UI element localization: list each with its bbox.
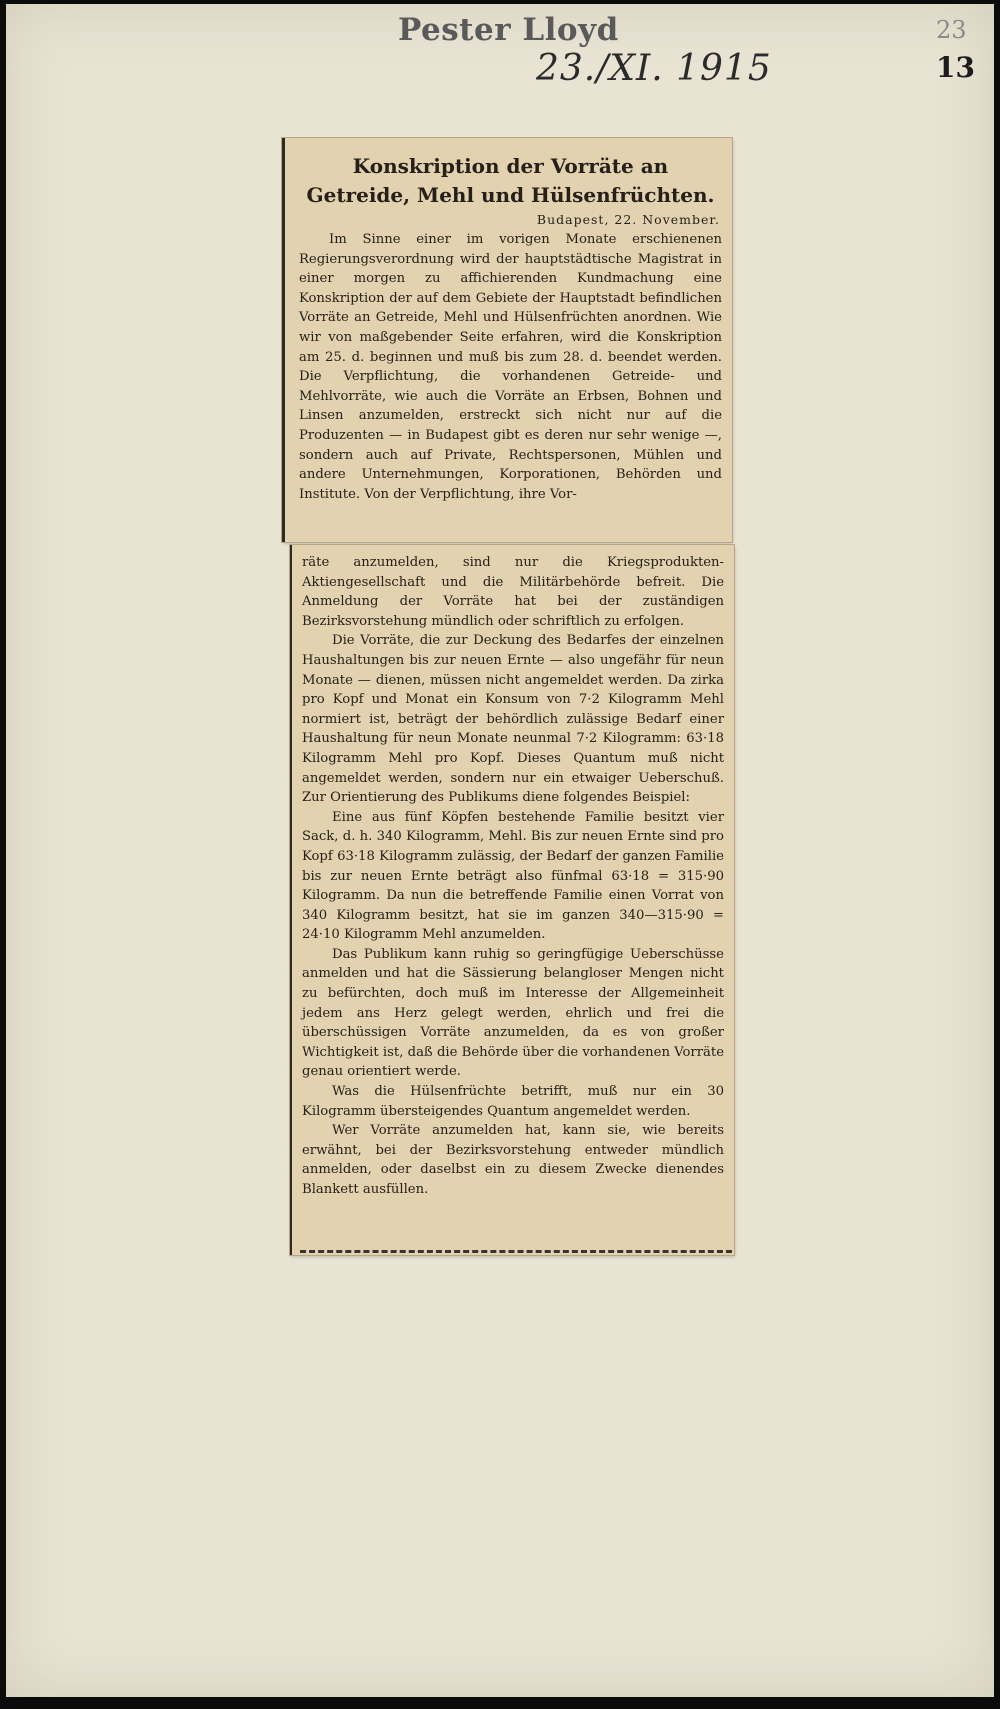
article-paragraph: Die Vorräte, die zur Deckung des Bedarfes der einzelnen Haushaltungen bis zur neuen Ernte — also ungefähr für neun Monate — dienen, müssen nicht angemeldet werden. Da zirka pro Kopf und Monat ein Konsum von 7·2 Kilogramm Mehl normiert ist, beträgt der behördlich zulässige Bedarf einer Haushaltung für neun Monate neunmal 7·2 Kilogramm: 63·18 Kilogramm Mehl pro Kopf. Dieses Quantum muß nicht angemeldet werden, sondern nur ein etwaiger Ueberschuß. Zur Orientierung des Publikums diene folgendes Beispiel: xyxy=(302,633,724,806)
article-paragraph: Wer Vorräte anzumelden hat, kann sie, wie bereits erwähnt, bei der Bezirksvorstehung entweder mündlich anmelden, oder daselbst ein zu diesem Zwecke dienendes Blankett ausfüllen. xyxy=(302,1123,724,1197)
clipping-bottom-rule xyxy=(300,1250,732,1253)
article-body-part-2 xyxy=(302,553,724,1200)
newspaper-clipping-part-1 xyxy=(282,138,732,542)
article-paragraph: Im Sinne einer im vorigen Monate erschienenen Regierungsverordnung wird der hauptstädtische Magistrat in einer morgen zu affichierenden Kundmachung eine Konskription der auf dem Gebiete der Hauptstadt befindlichen Vorräte an Getreide, Mehl und Hülsenfrüchten anordnen. Wie wir von maßgebender Seite erfahren, wird die Konskription am 25. d. beginnen und muß bis zum 28. d. beendet werden. Die Verpflichtung, die vorhandenen Getreide- und Mehlvorräte, wie auch die Vorräte an Erbsen, Bohnen und Linsen anzumelden, erstreckt sich nicht nur auf die Produzenten — in Budapest gibt es deren nur sehr wenige —, sondern auch auf Private, Rechtspersonen, Mühlen und andere Unternehmungen, Korporationen, Behörden und Institute. Von der Verpflichtung, ihre Vor- xyxy=(299,232,722,502)
article-paragraph: Das Publikum kann ruhig so geringfügige Ueberschüsse anmelden und hat die Sässierung belangloser Mengen nicht zu befürchten, doch muß im Interesse der Allgemeinheit jedem ans Herz gelegt werden, ehrlich und frei die überschüssigen Vorräte anzumelden, da es von großer Wichtigkeit ist, daß die Behörde über die vorhandenen Vorräte genau orientiert werde. xyxy=(302,946,724,1080)
folio-number: 13 xyxy=(936,51,975,84)
pencil-page-number: 23 xyxy=(936,16,967,44)
newspaper-stamp: Pester Lloyd xyxy=(398,12,619,48)
article-paragraph: Eine aus fünf Köpfen bestehende Familie besitzt vier Sack, d. h. 340 Kilogramm, Mehl. Bis zur neuen Ernte sind pro Kopf 63·18 Kilogramm zulässig, der Bedarf der ganzen Familie bis zur neuen Ernte beträgt also fünfmal 63·18 = 315·90 Kilogramm. Da nun die betreffende Familie einen Vorrat von 340 Kilogramm besitzt, hat sie im ganzen 340—315·90 = 24·10 Kilogramm Mehl anzumelden. xyxy=(302,809,724,943)
article-body-part-1 xyxy=(299,230,722,504)
article-paragraph: räte anzumelden, sind nur die Kriegsprodukten-Aktiengesellschaft und die Militärbehörde befreit. Die Anmeldung der Vorräte hat bei der zuständigen Bezirksvorstehung mündlich oder schriftlich zu erfolgen. xyxy=(302,555,724,629)
article-dateline: Budapest, 22. November. xyxy=(536,212,720,227)
article-headline: Konskription der Vorräte an Getreide, Mehl und Hülsenfrüchten. xyxy=(306,154,715,207)
newspaper-clipping-part-2 xyxy=(290,545,734,1255)
handwritten-date: 23./XI. 1915 xyxy=(536,48,772,89)
article-paragraph: Was die Hülsenfrüchte betrifft, muß nur ein 30 Kilogramm übersteigendes Quantum angemeldet werden. xyxy=(302,1084,724,1119)
